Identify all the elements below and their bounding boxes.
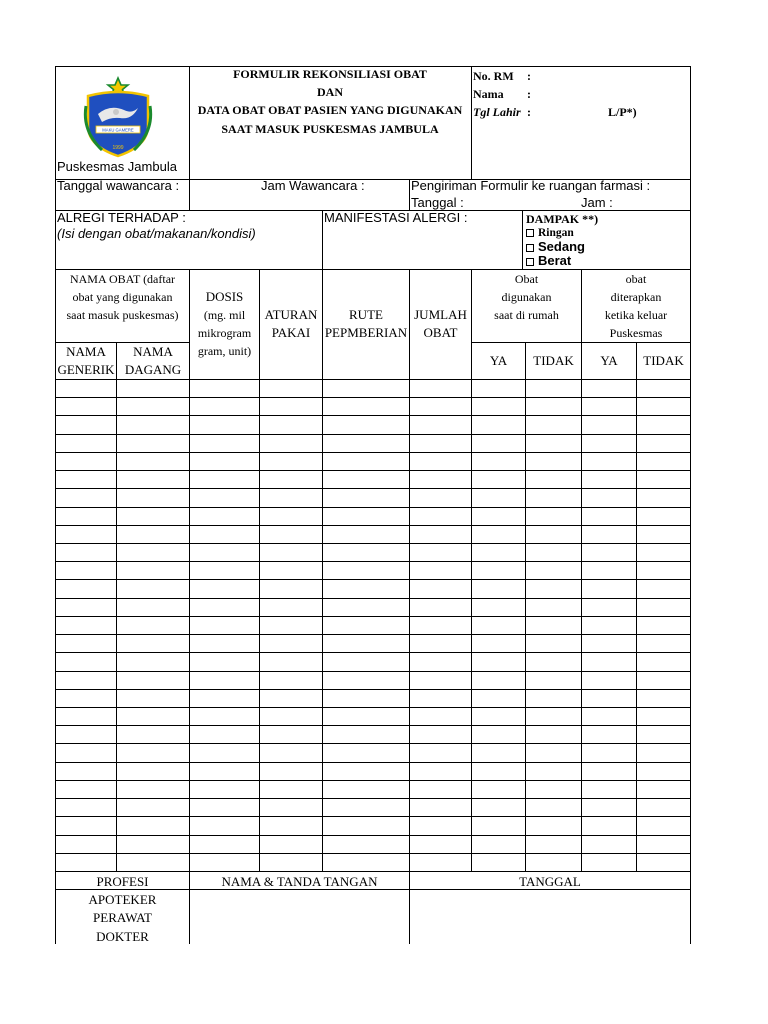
table-row-line — [55, 488, 691, 489]
allergy-divider-1 — [322, 210, 323, 270]
border-left — [55, 66, 56, 944]
table-row-line — [55, 598, 691, 599]
aturan-pakai-header-line-2: PAKAI — [271, 325, 311, 340]
rute-pemberian-header-line-1: RUTE — [349, 307, 383, 322]
aturan-pakai-header-line-1: ATURAN — [264, 307, 318, 322]
table-row-line — [55, 780, 691, 781]
table-row-line — [55, 689, 691, 690]
no-rm-label: No. RM — [473, 69, 514, 83]
tgl-lahir-label: Tgl Lahir — [473, 105, 521, 119]
interview-divider-2 — [409, 179, 410, 211]
rute-pemberian-header-line-2: PEPMBERIAN — [324, 325, 408, 340]
nama-obat-header-line-3: saat masuk puskesmas) — [66, 308, 179, 322]
nama-obat-header-line-2: obat yang digunakan — [72, 290, 173, 304]
nama-ttd-header: NAMA & TANDA TANGAN — [221, 874, 378, 889]
table-row-line — [55, 452, 691, 453]
dosis-header-line-4: gram, unit) — [197, 344, 252, 358]
footer-top-line — [55, 871, 691, 872]
obat-rumah-header-line-3: saat di rumah — [494, 308, 559, 322]
checkbox-icon — [526, 258, 534, 266]
table-row-line — [55, 634, 691, 635]
obat-keluar-header-line-1: obat — [625, 272, 647, 286]
dampak-berat-option[interactable] — [526, 254, 571, 267]
profesi-header: PROFESI — [96, 874, 149, 889]
nama-generik-header-line-2: GENERIK — [57, 362, 115, 377]
bird-head-icon — [113, 109, 119, 115]
col-line-ya2 — [636, 342, 637, 871]
dosis-header-line-2: (mg. mil — [203, 308, 246, 322]
title-line-4: SAAT MASUK PUSKESMAS JAMBULA — [221, 122, 439, 136]
nama-generik-header-line-1: NAMA — [66, 344, 106, 359]
puskesmas-logo — [80, 76, 156, 158]
role-perawat: PERAWAT — [93, 910, 152, 925]
dosis-header-line-3: mikrogram — [197, 326, 252, 340]
table-row-line — [55, 652, 691, 653]
no-rm-colon: : — [527, 69, 531, 83]
alergi-terhadap-hint: (Isi dengan obat/makanan/kondisi) — [57, 226, 256, 241]
title-line-2: DAN — [317, 85, 343, 99]
table-row-line — [55, 543, 691, 544]
institution-name: Puskesmas Jambula — [57, 159, 177, 174]
logo-year-text: 1999 — [112, 145, 124, 151]
table-row-line — [55, 397, 691, 398]
table-row-line — [55, 725, 691, 726]
dampak-sedang-label: Sedang — [538, 239, 585, 254]
subheader-line-left — [55, 342, 190, 343]
table-row-line — [55, 470, 691, 471]
dampak-ringan-option[interactable] — [526, 228, 574, 240]
table-row-line — [55, 434, 691, 435]
obat-keluar-header-line-2: diterapkan — [610, 290, 662, 304]
obat-keluar-header-line-3: ketika keluar — [604, 308, 668, 322]
jumlah-obat-header-line-2: OBAT — [423, 325, 458, 340]
table-row-line — [55, 507, 691, 508]
table-row-line — [55, 816, 691, 817]
table-row-line — [55, 579, 691, 580]
table-row-line — [55, 707, 691, 708]
obat-keluar-header-line-4: Puskesmas — [609, 326, 663, 340]
table-row-line — [55, 415, 691, 416]
sex-label: L/P*) — [608, 105, 637, 119]
dampak-berat-label: Berat — [538, 253, 572, 268]
tidak-keluar-header: TIDAK — [643, 353, 684, 368]
nama-dagang-header-line-1: NAMA — [133, 344, 173, 359]
subheader-line-right — [471, 342, 691, 343]
allergy-bottom-line — [55, 269, 691, 270]
manifestasi-alergi-label: MANIFESTASI ALERGI : — [324, 210, 468, 225]
allergy-divider-2 — [522, 210, 523, 270]
table-row-line — [55, 835, 691, 836]
dampak-sedang-option[interactable] — [526, 240, 585, 253]
dosis-header-line-1: DOSIS — [205, 289, 244, 304]
ya-keluar-header: YA — [600, 353, 618, 368]
table-header-bottom-line — [55, 379, 691, 380]
pengiriman-tanggal-label: Tanggal : — [411, 195, 464, 210]
table-row-line — [55, 743, 691, 744]
role-apoteker: APOTEKER — [88, 892, 157, 907]
tgl-lahir-colon: : — [527, 105, 531, 119]
nama-dagang-header-line-2: DAGANG — [124, 362, 182, 377]
tanggal-header: TANGGAL — [519, 874, 581, 889]
nama-colon: : — [527, 87, 531, 101]
col-line-ya1 — [525, 342, 526, 871]
jumlah-obat-header-line-1: JUMLAH — [414, 307, 467, 322]
table-row-line — [55, 616, 691, 617]
pengiriman-formulir-label: Pengiriman Formulir ke ruangan farmasi : — [411, 178, 651, 193]
checkbox-icon — [526, 229, 534, 237]
obat-rumah-header-line-2: digunakan — [501, 290, 552, 304]
table-row-line — [55, 525, 691, 526]
jam-wawancara-label: Jam Wawancara : — [261, 178, 365, 193]
nama-obat-header-line-1: NAMA OBAT (daftar — [69, 272, 176, 286]
checkbox-icon — [526, 244, 534, 252]
tidak-rumah-header: TIDAK — [533, 353, 574, 368]
ya-rumah-header: YA — [489, 353, 508, 368]
title-line-1: FORMULIR REKONSILIASI OBAT — [233, 67, 427, 81]
title-line-3: DATA OBAT OBAT PASIEN YANG DIGUNAKAN — [197, 103, 463, 117]
nama-label: Nama — [473, 87, 504, 101]
col-line-generik — [116, 342, 117, 871]
role-dokter: DOKTER — [96, 929, 149, 944]
pengiriman-jam-label: Jam : — [581, 195, 613, 210]
table-row-line — [55, 853, 691, 854]
tanggal-wawancara-label: Tanggal wawancara : — [57, 178, 180, 193]
interview-divider-1 — [189, 179, 190, 211]
alergi-terhadap-label: ALREGI TERHADAP : — [57, 210, 186, 225]
table-row-line — [55, 762, 691, 763]
dampak-ringan-label: Ringan — [538, 227, 574, 239]
dampak-label: DAMPAK **) — [526, 212, 599, 226]
table-row-line — [55, 798, 691, 799]
table-row-line — [55, 671, 691, 672]
border-right — [690, 66, 691, 944]
header-divider-2 — [471, 66, 472, 180]
table-row-line — [55, 561, 691, 562]
logo-ribbon-text: MAKU GAMERE — [102, 127, 134, 133]
footer-header-line — [55, 889, 691, 890]
obat-rumah-header-line-1: Obat — [514, 272, 539, 286]
